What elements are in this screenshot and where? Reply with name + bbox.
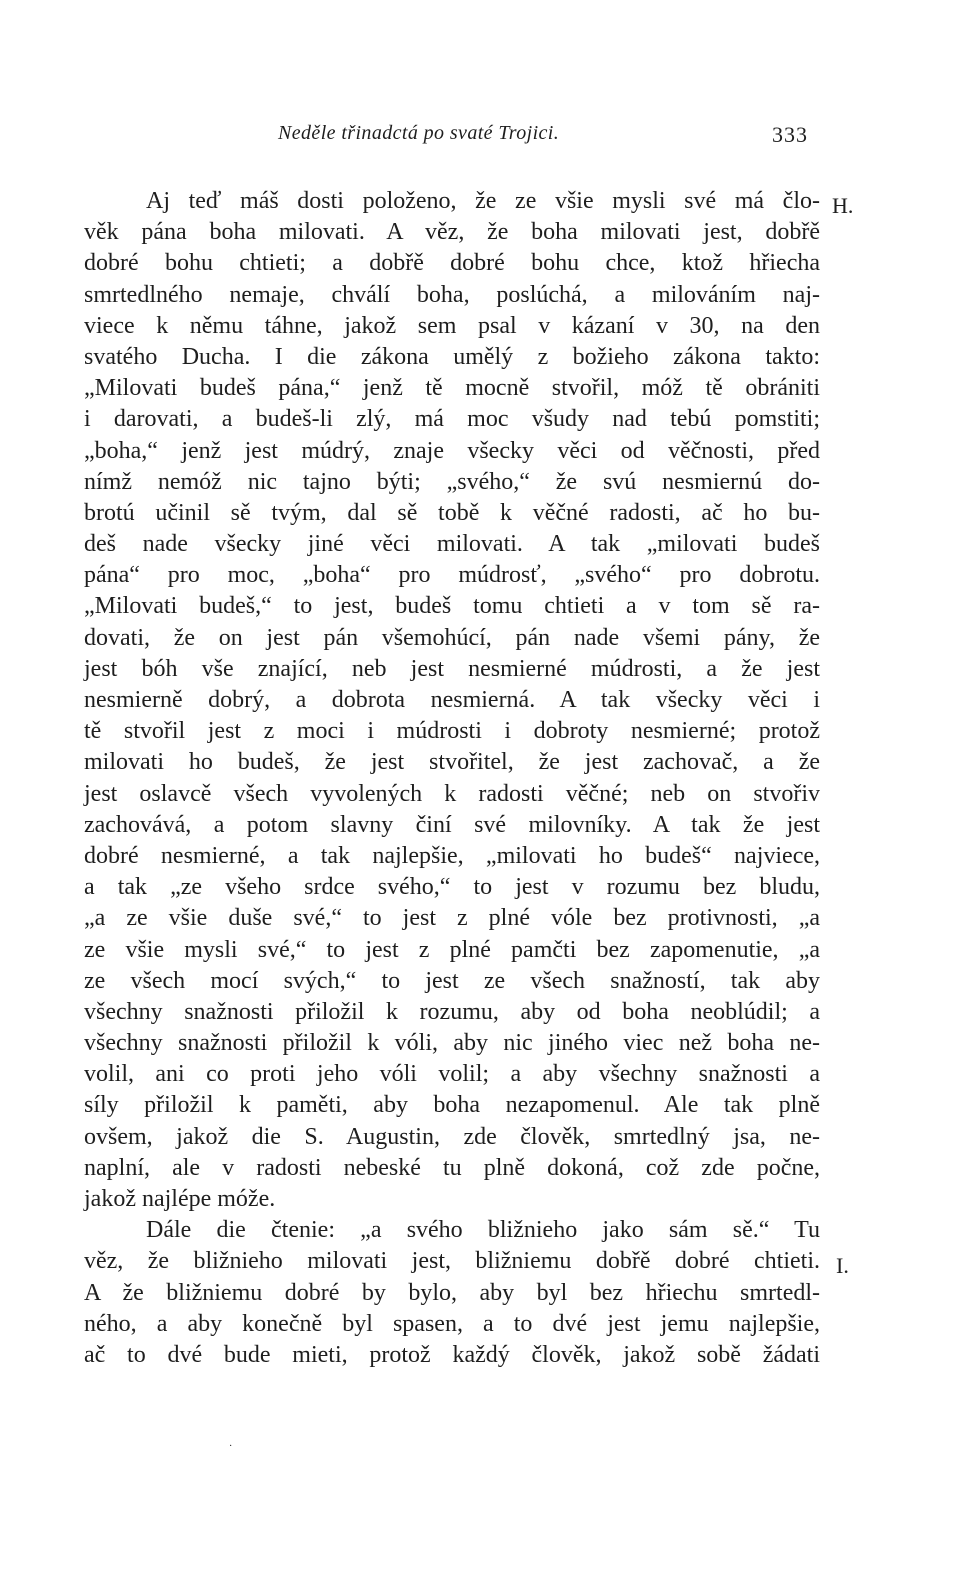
text-line: smrtedlného nemaje, chválí boha, poslúchá, a milováním naj-	[84, 281, 820, 308]
text-line: nímž nemóž nic tajno býti; „svého,“ že svú nesmiernú do-	[84, 468, 820, 495]
text-line: Aj teď máš dosti položeno, že ze všie mysli své má člo-	[146, 188, 820, 214]
text-line: zachovává, a potom slavny činí své milovníky. A tak že jest	[84, 811, 820, 838]
marginal-note-h: H.	[832, 193, 854, 218]
text-line: viece k němu táhne, jakož sem psal v kázaní v 30, na den	[84, 312, 820, 339]
marginal-note-i: I.	[836, 1253, 849, 1278]
text-line: Dále die čtenie: „a svého bližnieho jako sám sě.“ Tu	[146, 1217, 820, 1244]
text-line: ze všech mocí svých,“ to jest ze všech snažností, tak aby	[84, 967, 820, 994]
running-title: Neděle třinadctá po svaté Trojici.	[278, 122, 560, 144]
text-line: nesmierně dobrý, a dobrota nesmierná. A tak všecky věci i	[84, 687, 820, 713]
text-line: ného, a aby konečně byl spasen, a to dvé jest jemu najlepšie,	[84, 1310, 820, 1337]
text-line: dovati, že on jest pán všemohúcí, pán nade všemi pány, že	[84, 624, 820, 651]
text-line: ze všie mysli své,“ to jest z plné pamčti bez zapomenutie, „a	[84, 936, 820, 963]
text-line: síly přiložil k paměti, aby boha nezapomenul. Ale tak plně	[84, 1092, 820, 1119]
text-line: „a ze všie duše své,“ to jest z plné vóle bez protivnosti, „a	[84, 905, 820, 932]
text-line: jest bóh vše znající, neb jest nesmierné múdrosti, a že jest	[84, 655, 820, 682]
text-line: a tak „ze všeho srdce svého,“ to jest v rozumu bez bludu,	[84, 874, 820, 901]
text-line: „Milovati budeš,“ to jest, budeš tomu chtieti a v tom sě ra-	[84, 593, 820, 620]
page-number: 333	[772, 122, 808, 147]
text-line: jest oslavcě všech vyvolených k radosti věčné; neb on stvořiv	[84, 780, 820, 807]
text-line: „boha,“ jenž jest múdrý, znaje všecky věci od věčnosti, před	[84, 437, 820, 464]
text-line: věk pána boha milovati. A věz, že boha milovati jest, dobřě	[84, 219, 820, 246]
text-line: „Milovati budeš pána,“ jenž tě mocně stvořil, móž tě obrániti	[84, 375, 820, 402]
text-line: brotú učinil sě tvým, dal sě tobě k věčné radosti, ač ho bu-	[84, 499, 820, 526]
text-line: věz, že bližnieho milovati jest, bližniemu dobřě dobré chtieti.	[84, 1248, 820, 1275]
text-line: dobré nesmierné, a tak najlepšie, „milovati ho budeš“ najviece,	[84, 842, 820, 869]
text-line: deš nade všecky jiné věci milovati. A tak „milovati budeš	[84, 531, 820, 558]
text-line: A že bližniemu dobré by bylo, aby byl bez hřiechu smrtedl-	[84, 1279, 820, 1306]
text-line: milovati ho budeš, že jest stvořitel, že jest zachovač, a že	[84, 749, 820, 776]
text-line: tě stvořil jest z moci i múdrosti i dobroty nesmierné; protož	[84, 718, 820, 745]
text-line: naplní, ale v radosti nebeské tu plně dokoná, což zde počne,	[84, 1154, 820, 1181]
text-line: volil, ani co proti jeho vóli volil; a aby všechny snažnosti a	[84, 1061, 820, 1088]
text-line: všechny snažnosti přiložil k rozumu, aby od boha neoblúdil; a	[84, 998, 820, 1025]
text-line: pána“ pro moc, „boha“ pro múdrosť, „svého“ pro dobrotu.	[84, 562, 820, 589]
text-line: jakož najlépe móže.	[84, 1186, 276, 1212]
text-line: ač to dvé bude mieti, protož každý člověk, jakož sobě žádati	[84, 1341, 820, 1368]
page-header	[0, 122, 960, 158]
ink-speck: ·	[229, 1441, 233, 1452]
text-line: svatého Ducha. I die zákona umělý z božieho zákona takto:	[84, 343, 820, 370]
text-line: i darovati, a budeš-li zlý, má moc všudy nad tebú pomstiti;	[84, 406, 820, 433]
text-line: ovšem, jakož die S. Augustin, zde člověk, smrtedlný jsa, ne-	[84, 1123, 820, 1150]
body-text	[84, 186, 820, 1371]
text-line: dobré bohu chtieti; a dobřě dobré bohu chce, ktož hřiecha	[84, 250, 820, 277]
text-line: všechny snažnosti přiložil k vóli, aby nic jiného viec než boha ne-	[84, 1030, 820, 1057]
